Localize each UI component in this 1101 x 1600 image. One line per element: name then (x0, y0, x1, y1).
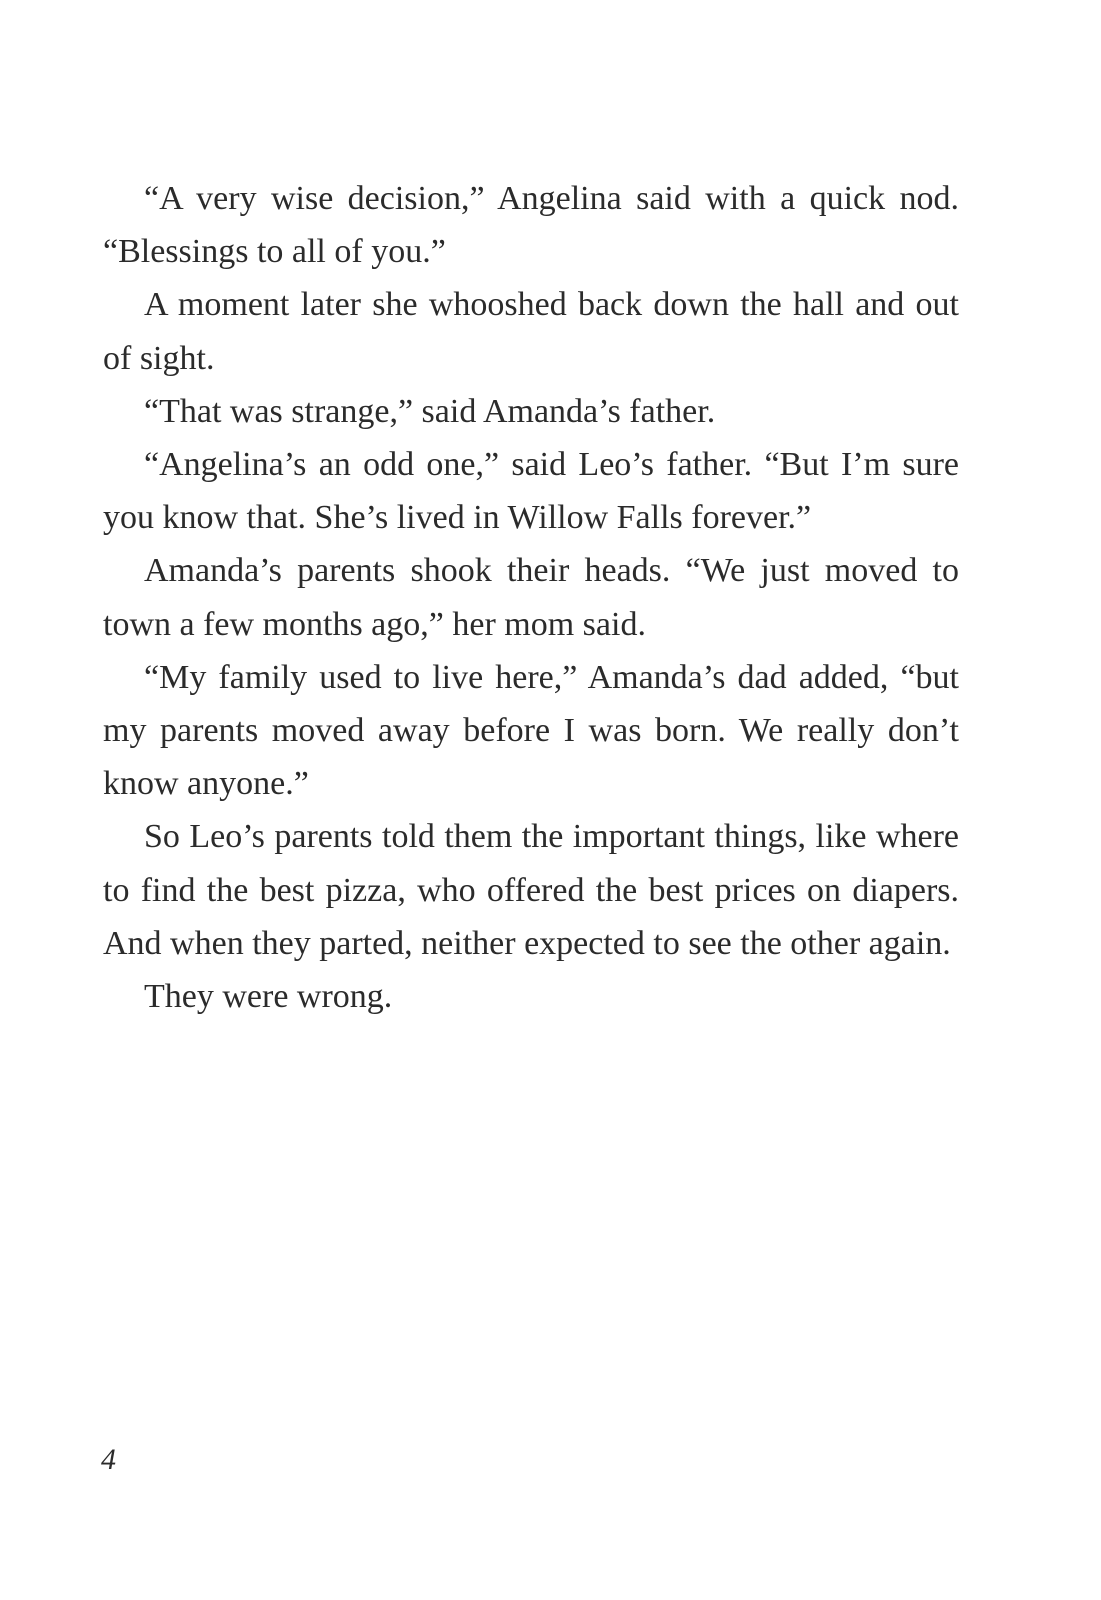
body-text (103, 172, 959, 1023)
paragraph: “That was strange,” said Amanda’s father. (144, 392, 716, 430)
paragraph: So Leo’s parents told them the important things, like where to find the best pizza, who offered the best prices on diapers. And when they parted, neither expected to see the other again. (103, 818, 959, 962)
paragraph: A moment later she whooshed back down the hall and out of sight. (103, 286, 959, 377)
paragraph: Amanda’s parents shook their heads. “We just moved to town a few months ago,” her mom said. (103, 552, 959, 643)
paragraph: They were wrong. (144, 978, 393, 1016)
paragraph: “A very wise decision,” Angelina said with a quick nod. “Blessings to all of you.” (103, 180, 959, 271)
paragraph: “Angelina’s an odd one,” said Leo’s father. “But I’m sure you know that. She’s lived in Willow Falls forever.” (103, 446, 959, 537)
page-number: 4 (101, 1443, 116, 1476)
paragraph: “My family used to live here,” Amanda’s dad added, “but my parents moved away before I was born. We really don’t know anyone.” (103, 658, 959, 803)
